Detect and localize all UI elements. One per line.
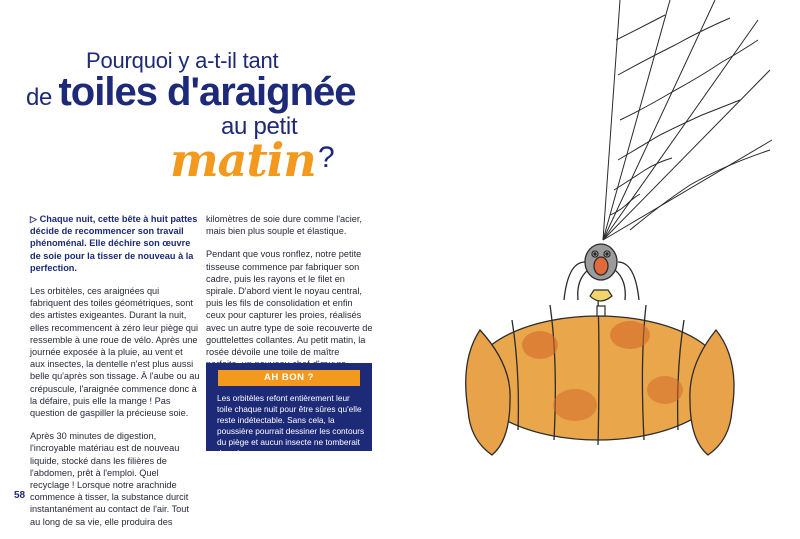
text-column-1 — [30, 213, 200, 539]
title-line-3: au petit — [221, 113, 298, 140]
egg-cup-icon — [590, 290, 612, 316]
spider-web-icon — [603, 0, 772, 240]
title-line-2 — [26, 68, 356, 122]
body-paragraph-2: Après 30 minutes de digestion, l'incroyable matériau est de nouveau liquide, stocké dans les filières de l'abdomen, prêt à l'emploi. Quel recyclage ! Lorsque notre arachnide commence à tisser, la substance durcit instantanément au contact de l'air. Tout au long de sa vie, elle produira des — [30, 431, 189, 527]
croissant-icon — [466, 298, 734, 455]
aside-text: Les orbitèles refont entièrement leur toile chaque nuit pour être sûres qu'elle reste indétectable. Sans cela, la poussière pourrait dessiner les contours du piège et aucun insecte ne tomberait dans le panneau. — [217, 393, 365, 458]
body-paragraph-3: kilomètres de soie dure comme l'acier, mais bien plus souple et élastique. — [206, 214, 362, 237]
title-highlight-word: matin — [170, 133, 316, 187]
intro-text: Chaque nuit, cette bête à huit pattes décide de recommencer son travail phénoménal. Elle déchire son œuvre de soie pour la tisser de nouveau à la perfection. — [30, 214, 198, 273]
illustration — [440, 0, 800, 470]
aside-title: AH BON ? — [218, 370, 360, 386]
body-paragraph-1: Les orbitèles, ces araignées qui fabriquent des toiles géométriques, sont des artistes exigeantes. Durant la nuit, elles recommencent à zéro leur piège qui ressemble à une roue de vélo. Après une journée exposée à la pluie, au vent et aux insectes, la dentelle n'est plus aussi belle qu'après son tissage. À l'aube ou au crépuscule, l'araignée commence donc à la défaire, puis elle la mange ! Pas question de gaspiller la précieuse soie. — [30, 286, 200, 419]
page-number: 58 — [14, 490, 26, 501]
title-question-mark: ? — [318, 141, 335, 174]
body-paragraph-4: Pendant que vous ronflez, notre petite tisseuse commence par fabriquer son cadre, puis les rayons et le filet en spirale. D'abord vient le noyau central, puis les fils de consolidation et enfin ceux pour capturer les proies, réalisés avec un autre type de soie recouverte de gouttelettes collantes. Au petit matin, la rosée dévoile une toile de maître — [206, 249, 373, 358]
intro-paragraph — [30, 213, 200, 274]
title-line-2-prefix: de — [26, 84, 59, 111]
triangle-bullet-icon: ▷ — [30, 214, 38, 224]
title-line-1: Pourquoi y a-t-il tant — [86, 48, 279, 73]
title-line-2-bold: toiles d'araignée — [58, 70, 356, 114]
